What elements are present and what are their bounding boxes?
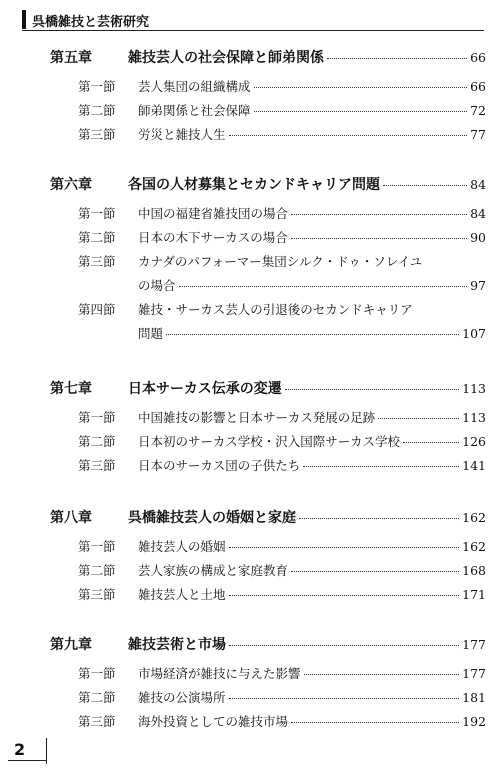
leader-dots [299, 518, 459, 519]
page-ref: 177 [462, 637, 486, 652]
section-entry [50, 125, 486, 149]
page-ref: 97 [470, 278, 486, 293]
page-ref: 126 [462, 434, 486, 449]
section-number: 第三節 [78, 254, 116, 269]
section-entry [50, 228, 486, 252]
section-number: 第一節 [78, 539, 116, 554]
section-number: 第三節 [78, 127, 116, 142]
section-number: 第三節 [78, 458, 116, 473]
page-footer [8, 738, 47, 764]
chapter-9 [50, 634, 486, 736]
section-entry-continuation [50, 276, 486, 300]
page-ref: 141 [462, 458, 486, 473]
chapter-8 [50, 507, 486, 609]
leader-dots [229, 698, 460, 699]
section-entry [50, 561, 486, 585]
chapter-7 [50, 378, 486, 480]
leader-dots [403, 442, 459, 443]
leader-dots [166, 334, 459, 335]
leader-dots [304, 674, 460, 675]
leader-dots [229, 547, 460, 548]
chapter-number: 第六章 [50, 177, 92, 193]
section-title: 海外投資としての雑技市場 [138, 714, 289, 729]
page-ref: 90 [470, 230, 486, 245]
leader-dots [254, 87, 468, 88]
section-entry [50, 77, 486, 101]
section-entry [50, 688, 486, 712]
leader-dots [327, 58, 467, 59]
section-entry [50, 537, 486, 561]
chapter-number: 第七章 [50, 381, 92, 397]
section-title: 日本の木下サーカスの場合 [138, 230, 288, 245]
chapter-title: 雑技芸術と市場 [128, 637, 226, 653]
chapter-5 [50, 47, 486, 149]
page-ref: 113 [462, 410, 486, 425]
section-number: 第三節 [78, 714, 116, 729]
chapter-6 [50, 174, 486, 348]
chapter-title: 雑技芸人の社会保障と師弟関係 [128, 50, 324, 66]
leader-dots [179, 286, 468, 287]
section-title: 雑技・サーカス芸人の引退後のセカンドキャリア [138, 302, 413, 317]
chapter-heading [50, 378, 486, 404]
footer-rule [8, 760, 46, 761]
section-title: 中国雑技の影響と日本サーカス発展の足跡 [138, 410, 376, 425]
section-title: 中国の福建省雑技団の場合 [138, 206, 289, 221]
leader-dots [229, 645, 459, 646]
chapter-heading [50, 634, 486, 660]
leader-dots [254, 111, 468, 112]
section-entry-continuation [50, 324, 486, 348]
section-entry [50, 712, 486, 736]
page-ref: 84 [470, 177, 486, 192]
section-number: 第二節 [78, 103, 116, 118]
leader-dots [229, 595, 460, 596]
section-number: 第三節 [78, 587, 116, 602]
section-number: 第四節 [78, 302, 116, 317]
section-entry [50, 252, 486, 276]
section-title: 雑技芸人の婚姻 [138, 539, 226, 554]
section-entry [50, 204, 486, 228]
page-ref: 66 [470, 79, 486, 94]
page-number: 2 [14, 740, 26, 759]
page-ref: 77 [470, 127, 486, 142]
leader-dots [378, 418, 459, 419]
section-entry [50, 101, 486, 125]
section-title: 市場経済が雑技に与えた影響 [138, 666, 301, 681]
section-title: 芸人集団の組織構成 [138, 79, 251, 94]
chapter-title: 呉橋雑技芸人の婚姻と家庭 [128, 510, 296, 526]
section-entry [50, 408, 486, 432]
section-entry [50, 300, 486, 324]
page-ref: 84 [470, 206, 486, 221]
chapter-heading [50, 507, 486, 533]
book-title: 呉橋雑技と芸術研究 [32, 15, 150, 30]
section-title: 雑技の公演場所 [138, 690, 226, 705]
section-number: 第一節 [78, 410, 116, 425]
leader-dots [291, 722, 459, 723]
chapter-heading [50, 47, 486, 73]
section-number: 第二節 [78, 690, 116, 705]
chapter-number: 第八章 [50, 510, 92, 526]
page-ref: 162 [462, 510, 486, 525]
leader-dots [285, 389, 459, 390]
page-ref: 66 [470, 50, 486, 65]
page-ref: 177 [462, 666, 486, 681]
leader-dots [291, 571, 459, 572]
section-number: 第一節 [78, 79, 116, 94]
section-number: 第一節 [78, 206, 116, 221]
section-title-continued: の場合 [138, 278, 176, 293]
running-header [22, 8, 484, 31]
leader-dots [229, 135, 468, 136]
section-title-continued: 問題 [138, 326, 164, 341]
page-ref: 192 [462, 714, 486, 729]
chapter-title: 日本サーカス伝承の変遷 [128, 381, 282, 397]
page-ref: 107 [462, 326, 486, 341]
section-title: 雑技芸人と土地 [138, 587, 226, 602]
section-entry [50, 664, 486, 688]
header-accent-bar [22, 10, 26, 29]
section-number: 第二節 [78, 563, 116, 578]
section-entry [50, 585, 486, 609]
page-ref: 181 [462, 690, 486, 705]
page-ref: 72 [470, 103, 486, 118]
section-title: 芸人家族の構成と家庭教育 [138, 563, 289, 578]
chapter-number: 第九章 [50, 637, 92, 653]
leader-dots [291, 214, 467, 215]
page-ref: 113 [462, 381, 486, 396]
chapter-heading [50, 174, 486, 200]
chapter-number: 第五章 [50, 50, 92, 66]
section-title: カナダのパフォーマー集団シルク・ドゥ・ソレイユ [138, 254, 423, 269]
leader-dots [303, 466, 459, 467]
section-title: 日本のサーカス団の子供たち [138, 458, 301, 473]
page-ref: 168 [462, 563, 486, 578]
section-number: 第二節 [78, 230, 116, 245]
section-title: 日本初のサーカス学校・沢入国際サーカス学校 [138, 434, 401, 449]
section-title: 師弟関係と社会保障 [138, 103, 251, 118]
leader-dots [291, 238, 467, 239]
section-number: 第二節 [78, 434, 116, 449]
section-entry [50, 432, 486, 456]
chapter-title: 各国の人材募集とセカンドキャリア問題 [128, 177, 380, 193]
page-ref: 171 [462, 587, 486, 602]
section-number: 第一節 [78, 666, 116, 681]
page-ref: 162 [462, 539, 486, 554]
section-title: 労災と雑技人生 [138, 127, 226, 142]
leader-dots [383, 185, 467, 186]
section-entry [50, 456, 486, 480]
